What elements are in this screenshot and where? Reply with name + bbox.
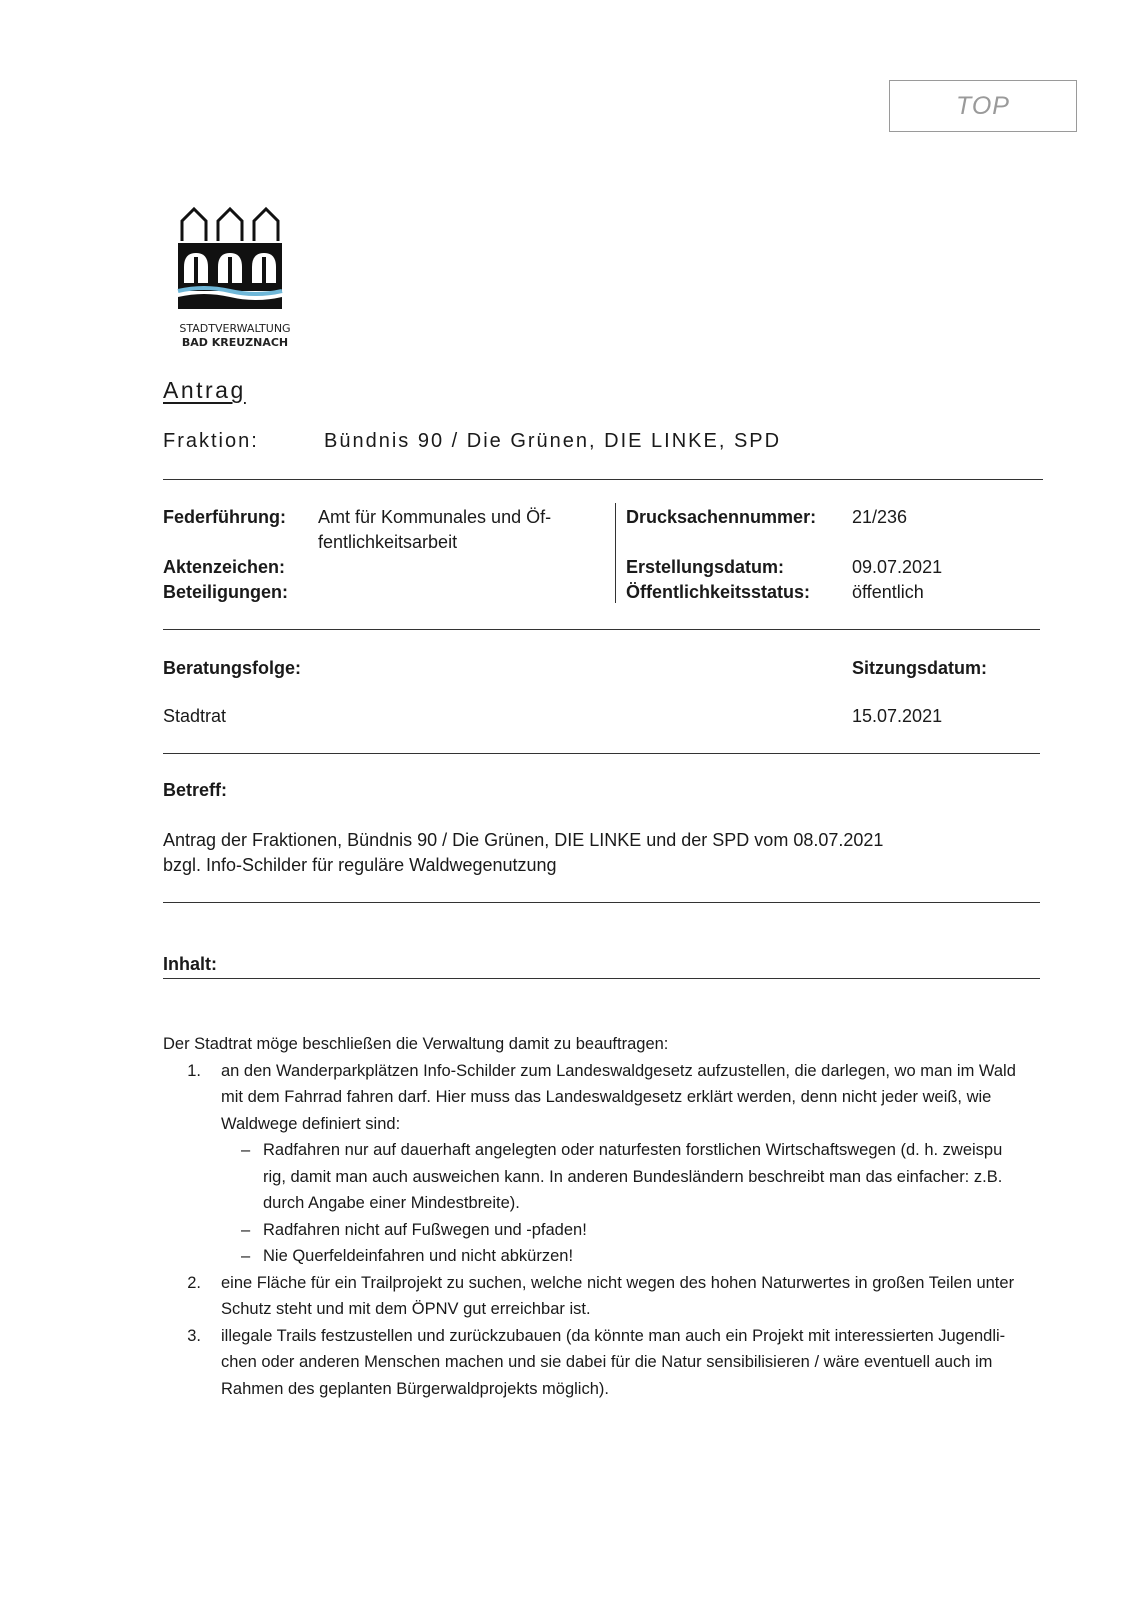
federfuehrung-value-line2: fentlichkeitsarbeit: [318, 532, 458, 552]
inhalt-label: Inhalt:: [163, 954, 217, 974]
sub-list-item-line: Radfahren nur auf dauerhaft angelegten oder naturfesten forstlichen Wirtschaftswegen (d. h. zweispu: [263, 1141, 1003, 1159]
list-item: [163, 1270, 1043, 1323]
fraktion-label: Fraktion:: [163, 430, 259, 452]
betreff-line2: bzgl. Info-Schilder für reguläre Waldwegenutzung: [163, 855, 557, 875]
drucksache-value: 21/236: [852, 507, 908, 527]
aktenzeichen-label: Aktenzeichen:: [163, 557, 286, 577]
divider: [163, 902, 1040, 903]
inhalt-intro: Der Stadtrat möge beschließen die Verwaltung damit zu beauftragen:: [163, 1035, 669, 1053]
fraktion-value: Bündnis 90 / Die Grünen, DIE LINKE, SPD: [324, 430, 782, 452]
sub-list-item-line: durch Angabe einer Mindestbreite).: [263, 1194, 520, 1212]
inhalt-body: [163, 1031, 1043, 1402]
list-item-line: mit dem Fahrrad fahren darf. Hier muss das Landeswaldgesetz erklärt werden, denn nicht jeder weiß, wie: [221, 1088, 992, 1106]
sub-list-item: [163, 1137, 1043, 1217]
logo-text-line2: BAD KREUZNACH: [181, 336, 289, 349]
sub-list-item-line: Radfahren nicht auf Fußwegen und -pfaden!: [263, 1220, 587, 1239]
sub-list-item: [163, 1243, 1043, 1270]
divider: [163, 629, 1040, 630]
list-item-line: eine Fläche für ein Trailprojekt zu suchen, welche nicht wegen des hohen Naturwertes in großen Teilen unter: [221, 1273, 1015, 1292]
sub-list-item-line: rig, damit man auch ausweichen kann. In anderen Bundesländern beschreibt man das einfacher: z.B.: [263, 1167, 1003, 1186]
gremium-value: Stadtrat: [163, 706, 227, 726]
list-item-number: 1.: [187, 1061, 201, 1080]
beratungsfolge-label: Beratungsfolge:: [163, 658, 302, 678]
sub-list-item: [163, 1217, 1043, 1244]
dash-bullet: –: [241, 1220, 251, 1239]
sitzungsdatum-label: Sitzungsdatum:: [852, 658, 987, 678]
dash-bullet: –: [241, 1247, 251, 1265]
top-stamp-box: [889, 80, 1077, 132]
list-item-line: Schutz steht und mit dem ÖPNV gut erreichbar ist.: [221, 1300, 591, 1318]
status-value: öffentlich: [852, 582, 924, 602]
divider: [163, 978, 1040, 979]
list-item-line: Waldwege definiert sind:: [221, 1114, 401, 1133]
betreff-line1: Antrag der Fraktionen, Bündnis 90 / Die Grünen, DIE LINKE und der SPD vom 08.07.2021: [163, 830, 884, 850]
dash-bullet: –: [241, 1141, 251, 1159]
city-logo-emblem: [168, 205, 302, 317]
list-item-number: 3.: [187, 1326, 201, 1345]
erstellung-label: Erstellungsdatum:: [626, 557, 785, 577]
list-item-line: illegale Trails festzustellen und zurückzubauen (da könnte man auch ein Projekt mit interessierten Jugendli-: [221, 1326, 1006, 1345]
beteiligungen-label: Beteiligungen:: [163, 582, 288, 602]
logo-text-line1: STADTVERWALTUNG: [179, 322, 291, 335]
divider: [163, 479, 1043, 480]
federfuehrung-value-line1: Amt für Kommunales und Öf-: [318, 507, 552, 527]
federfuehrung-label: Federführung:: [163, 507, 286, 527]
status-label: Öffentlichkeitsstatus:: [626, 582, 811, 602]
sub-list-item-line: Nie Querfeldeinfahren und nicht abkürzen!: [263, 1247, 574, 1265]
drucksache-label: Drucksachennummer:: [626, 507, 817, 527]
list-item-line: chen oder anderen Menschen machen und sie dabei für die Natur sensibilisieren / wäre eventuell auch im: [221, 1353, 993, 1371]
erstellung-value: 09.07.2021: [852, 557, 943, 577]
list-item-line: an den Wanderparkplätzen Info-Schilder zum Landeswaldgesetz aufzustellen, die darlegen, wo man im Wald: [221, 1061, 1016, 1080]
top-stamp-label: TOP: [956, 91, 1010, 120]
list-item: [163, 1058, 1043, 1138]
list-item: [163, 1323, 1043, 1403]
list-item-number: 2.: [187, 1273, 201, 1292]
document-type-heading: Antrag: [163, 377, 246, 403]
meta-column-divider: [615, 503, 616, 603]
betreff-label: Betreff:: [163, 780, 228, 800]
sitzungsdatum-value: 15.07.2021: [852, 706, 943, 726]
divider: [163, 753, 1040, 754]
city-logo: [168, 205, 302, 355]
list-item-line: Rahmen des geplanten Bürgerwaldprojekts möglich).: [221, 1379, 609, 1398]
